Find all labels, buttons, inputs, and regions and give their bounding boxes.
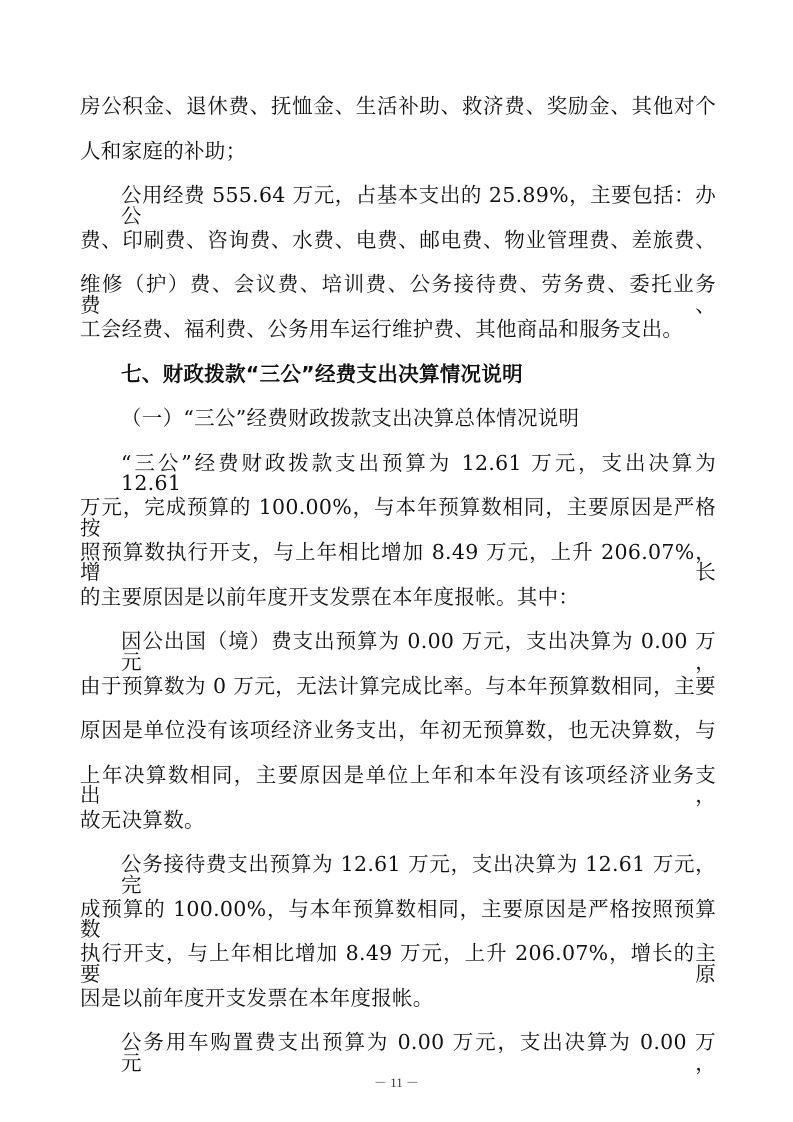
body-text	[80, 96, 716, 1077]
text-line: 照预算数执行开支，与上年相比增加 8.49 万元，上升 206.07%，增长	[80, 539, 716, 585]
text-line: 人和家庭的补助；	[80, 138, 247, 163]
text-line: 维修（护）费、会议费、培训费、公务接待费、劳务费、委托业务费、	[80, 272, 716, 317]
text-line: 万元，完成预算的 100.00%，与本年预算数相同，主要原因是严格按	[80, 495, 716, 540]
text-line: 房公积金、退休费、抚恤金、生活补助、救济费、奖励金、其他对个	[80, 94, 716, 118]
page-number: － 11 －	[373, 1075, 420, 1090]
text-line: 公用经费 555.64 万元，占基本支出的 25.89%，主要包括：办公	[121, 183, 716, 228]
text-line: “三公”经费财政拨款支出预算为 12.61 万元，支出决算为 12.61	[121, 450, 716, 496]
text-line: 上年决算数相同，主要原因是单位上年和本年没有该项经济业务支出，	[80, 762, 716, 808]
text-line: 公务用车购置费支出预算为 0.00 万元，支出决算为 0.00 万元，	[121, 1030, 716, 1075]
text-line: 执行开支，与上年相比增加 8.49 万元，上升 206.07%，增长的主要原	[80, 941, 716, 986]
text-line: 原因是单位没有该项经济业务支出，年初无预算数，也无决算数，与	[80, 718, 716, 743]
text-line: 故无决算数。	[80, 807, 205, 832]
text-line: 由于预算数为 0 万元，无法计算完成比率。与本年预算数相同，主要	[80, 673, 716, 698]
text-line: 因公出国（境）费支出预算为 0.00 万元，支出决算为 0.00 万元，	[121, 629, 716, 674]
text-line: 工会经费、福利费、公务用车运行维护费、其他商品和服务支出。	[80, 316, 684, 341]
text-line: 因是以前年度开支发票在本年度报帐。	[80, 985, 434, 1010]
text-line: 的主要原因是以前年度开支发票在本年度报帐。其中：	[80, 584, 580, 609]
section-heading: 七、财政拨款“三公”经费支出决算情况说明	[121, 361, 523, 386]
subsection-heading: （一）“三公”经费财政拨款支出决算总体情况说明	[121, 406, 580, 431]
text-line: 费、印刷费、咨询费、水费、电费、邮电费、物业管理费、差旅费、	[80, 227, 716, 252]
text-line: 公务接待费支出预算为 12.61 万元，支出决算为 12.61 万元，完	[121, 852, 716, 897]
text-line: 成预算的 100.00%，与本年预算数相同，主要原因是严格按照预算数	[80, 896, 716, 942]
